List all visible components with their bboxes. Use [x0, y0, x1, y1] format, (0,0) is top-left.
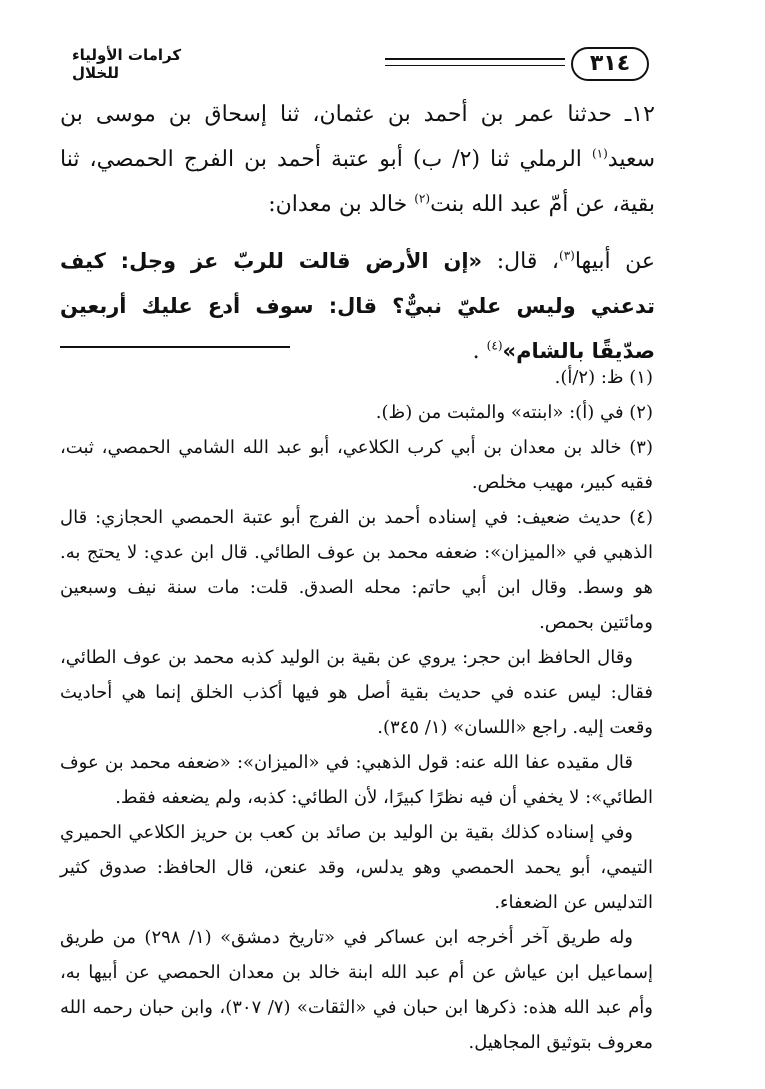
footnote-ref-3: (٣) — [559, 248, 575, 263]
matn-lead: عن أبيها — [574, 249, 656, 274]
hadith-quote: «إن الأرض قالت للربّ عز وجل: كيف تدعني وليس عليّ نبيٌّ؟ قال: سوف أدع عليك أربعين صدّيقًا بالشام» — [60, 249, 655, 363]
footnote-ref-2: (٢) — [414, 191, 431, 206]
page-header — [72, 42, 657, 82]
header-rule — [385, 58, 565, 66]
isnad-text-2: الرملي ثنا (٢/ ب) أبو عتبة أحمد بن الفرج الحمصي، ثنا بقية، عن أمّ عبد الله بنت — [60, 147, 655, 217]
matn-lead-2: ، قال: — [482, 249, 560, 274]
footnote-ref-4: (٤) — [486, 338, 503, 353]
page-number: ٣١٤ — [571, 47, 649, 81]
footnote-ref-1: (١) — [591, 146, 608, 161]
footnote-4-part-4: وفي إسناده كذلك بقية بن الوليد بن صائد بن كعب بن حريز الكلاعي الحميري التيمي، أبو يحمد الحمصي وهو يدلس، وقد عنعن، قال الحافظ: صدوق كثير التدليس عن الضعفاء. — [60, 822, 653, 913]
running-title: كرامات الأولياء للخلال — [72, 46, 182, 82]
main-text — [60, 92, 655, 374]
matn-end: . — [472, 339, 487, 364]
footnote-4-part-3: قال مقيده عفا الله عنه: قول الذهبي: في «الميزان»: «ضعفه محمد بن عوف الطائي»: لا يخفي أن فيه نظرًا كبيرًا، لأن الطائي: كذبه، ولم يضعفه فقط. — [60, 752, 653, 808]
isnad-text-1: ١٢ـ حدثنا عمر بن أحمد بن عثمان، ثنا إسحاق بن موسى بن سعيد — [60, 102, 655, 172]
footnote-4-part-5: وله طريق آخر أخرجه ابن عساكر في «تاريخ دمشق» (١/ ٢٩٨) من طريق إسماعيل ابن عياش عن أم عبد الله ابنة خالد بن معدان الحمصي عن أبيها به، وأم عبد الله هذه: ذكرها ابن حبان في «الثقات» (٧/ ٣٠٧)، وابن حبان رحمه الله معروف بتوثيق المجاهيل. — [60, 927, 654, 1053]
footnote-3: (٣) خالد بن معدان بن أبي كرب الكلاعي، أبو عبد الله الشامي الحمصي، ثبت، فقيه كبير، مهيب مخلص. — [60, 437, 653, 493]
footnotes — [60, 360, 653, 1060]
footnote-4-part-2: وقال الحافظ ابن حجر: يروي عن بقية بن الوليد كذبه محمد بن عوف الطائي، فقال: ليس عنده في حديث بقية أصل هو فيها أكذب الخلق إنما هي أحاديث وقعت إليه. راجع «اللسان» (١/ ٣٤٥). — [60, 647, 653, 738]
isnad-paragraph — [60, 92, 655, 227]
footnote-2: (٢) في (أ): «ابنته» والمثبت من (ظ). — [375, 402, 653, 423]
footnote-1: (١) ظ: (٢/أ). — [554, 367, 653, 388]
isnad-text-3: خالد بن معدان: — [268, 192, 415, 217]
matn-paragraph — [60, 239, 655, 374]
footnote-separator — [60, 346, 290, 348]
footnote-4-part-1: (٤) حديث ضعيف: في إسناده أحمد بن الفرج أبو عتبة الحمصي الحجازي: قال الذهبي في «الميزان»: ضعفه محمد بن عوف الطائي. قال ابن عدي: لا يحتج به. هو وسط. وقال ابن أبي حاتم: محله الصدق. قلت: مات سنة نيف وسبعين ومائتين بحمص. — [60, 507, 653, 633]
